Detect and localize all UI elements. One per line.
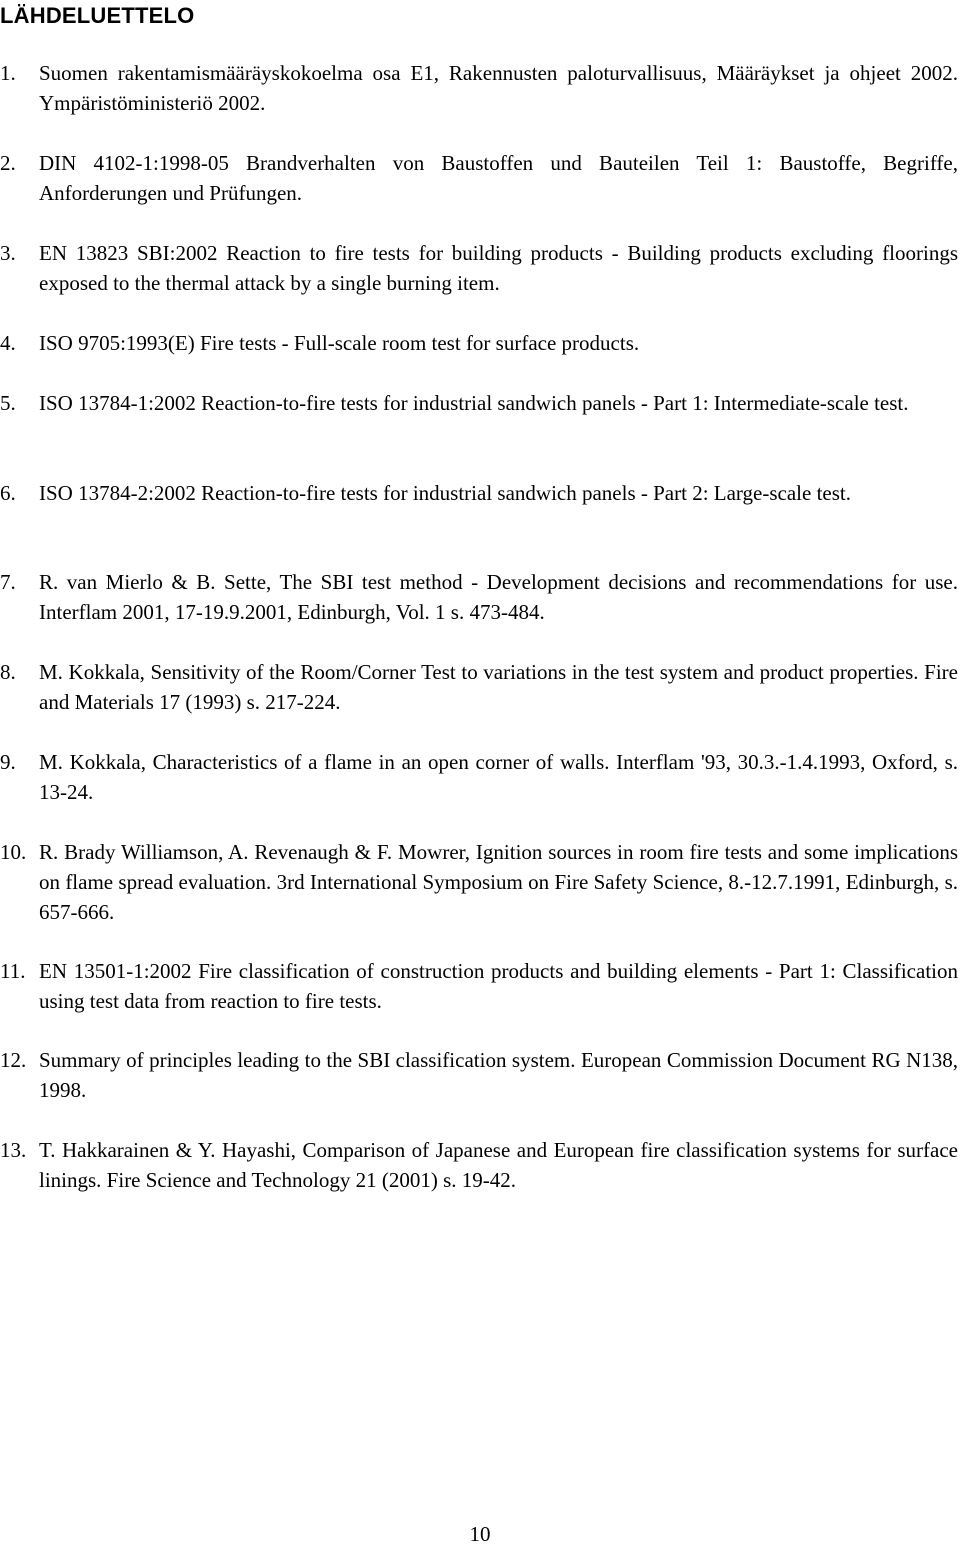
reference-number: 6.: [0, 481, 16, 505]
reference-number: 8.: [0, 660, 16, 684]
reference-item: [0, 388, 958, 418]
reference-item: [0, 58, 958, 118]
reference-item: [0, 328, 958, 358]
reference-text: R. Brady Williamson, A. Revenaugh & F. Mowrer, Ignition sources in room fire tests and some implications on flame spread evaluation. 3rd International Symposium on Fire Safety Science, 8.-12.7.1991, Edinburgh, s. 657-666.: [39, 840, 958, 924]
reference-number: 13.: [0, 1138, 27, 1162]
reference-text: Suomen rakentamismääräyskokoelma osa E1, Rakennusten paloturvallisuus, Määräykset ja ohjeet 2002. Ympäristöministeriö 2002.: [39, 61, 958, 115]
reference-item: [0, 837, 958, 927]
reference-text: M. Kokkala, Characteristics of a flame in an open corner of walls. Interflam '93, 30.3.-1.4.1993, Oxford, s. 13-24.: [39, 750, 958, 804]
page-heading: LÄHDELUETTELO: [0, 3, 195, 28]
reference-text: Summary of principles leading to the SBI classification system. European Commission Document RG N138, 1998.: [39, 1048, 958, 1102]
reference-item: [0, 567, 958, 627]
reference-item: [0, 1135, 958, 1195]
reference-item: [0, 956, 958, 1016]
reference-text: DIN 4102-1:1998-05 Brandverhalten von Baustoffen und Bauteilen Teil 1: Baustoffe, Begriffe, Anforderungen und Prüfungen.: [39, 151, 958, 205]
reference-number: 1.: [0, 61, 16, 85]
reference-number: 10.: [0, 840, 27, 864]
reference-number: 7.: [0, 570, 16, 594]
reference-item: [0, 238, 958, 298]
reference-number: 4.: [0, 331, 16, 355]
reference-text: T. Hakkarainen & Y. Hayashi, Comparison of Japanese and European fire classification systems for surface linings. Fire Science and Technology 21 (2001) s. 19-42.: [39, 1138, 958, 1192]
reference-number: 3.: [0, 241, 16, 265]
reference-item: [0, 478, 958, 508]
reference-text: ISO 13784-1:2002 Reaction-to-fire tests for industrial sandwich panels - Part 1: Intermediate-scale test.: [39, 391, 909, 415]
reference-item: [0, 747, 958, 807]
reference-text: ISO 9705:1993(E) Fire tests - Full-scale room test for surface products.: [39, 331, 640, 355]
reference-number: 5.: [0, 391, 16, 415]
reference-item: [0, 148, 958, 208]
reference-number: 9.: [0, 750, 16, 774]
reference-text: M. Kokkala, Sensitivity of the Room/Corner Test to variations in the test system and product properties. Fire and Materials 17 (1993) s. 217-224.: [39, 660, 958, 714]
reference-number: 12.: [0, 1048, 27, 1072]
reference-number: 2.: [0, 151, 16, 175]
reference-item: [0, 657, 958, 717]
reference-text: ISO 13784-2:2002 Reaction-to-fire tests for industrial sandwich panels - Part 2: Large-scale test.: [39, 481, 851, 505]
reference-item: [0, 1045, 958, 1105]
reference-text: EN 13501-1:2002 Fire classification of construction products and building elements - Part 1: Classification using test data from reaction to fire tests.: [39, 959, 958, 1013]
reference-number: 11.: [0, 959, 26, 983]
reference-text: EN 13823 SBI:2002 Reaction to fire tests for building products - Building products excluding floorings exposed to the thermal attack by a single burning item.: [39, 241, 958, 295]
reference-text: R. van Mierlo & B. Sette, The SBI test method - Development decisions and recommendations for use. Interflam 2001, 17-19.9.2001, Edinburgh, Vol. 1 s. 473-484.: [39, 570, 958, 624]
page-number: 10: [469, 1522, 491, 1546]
